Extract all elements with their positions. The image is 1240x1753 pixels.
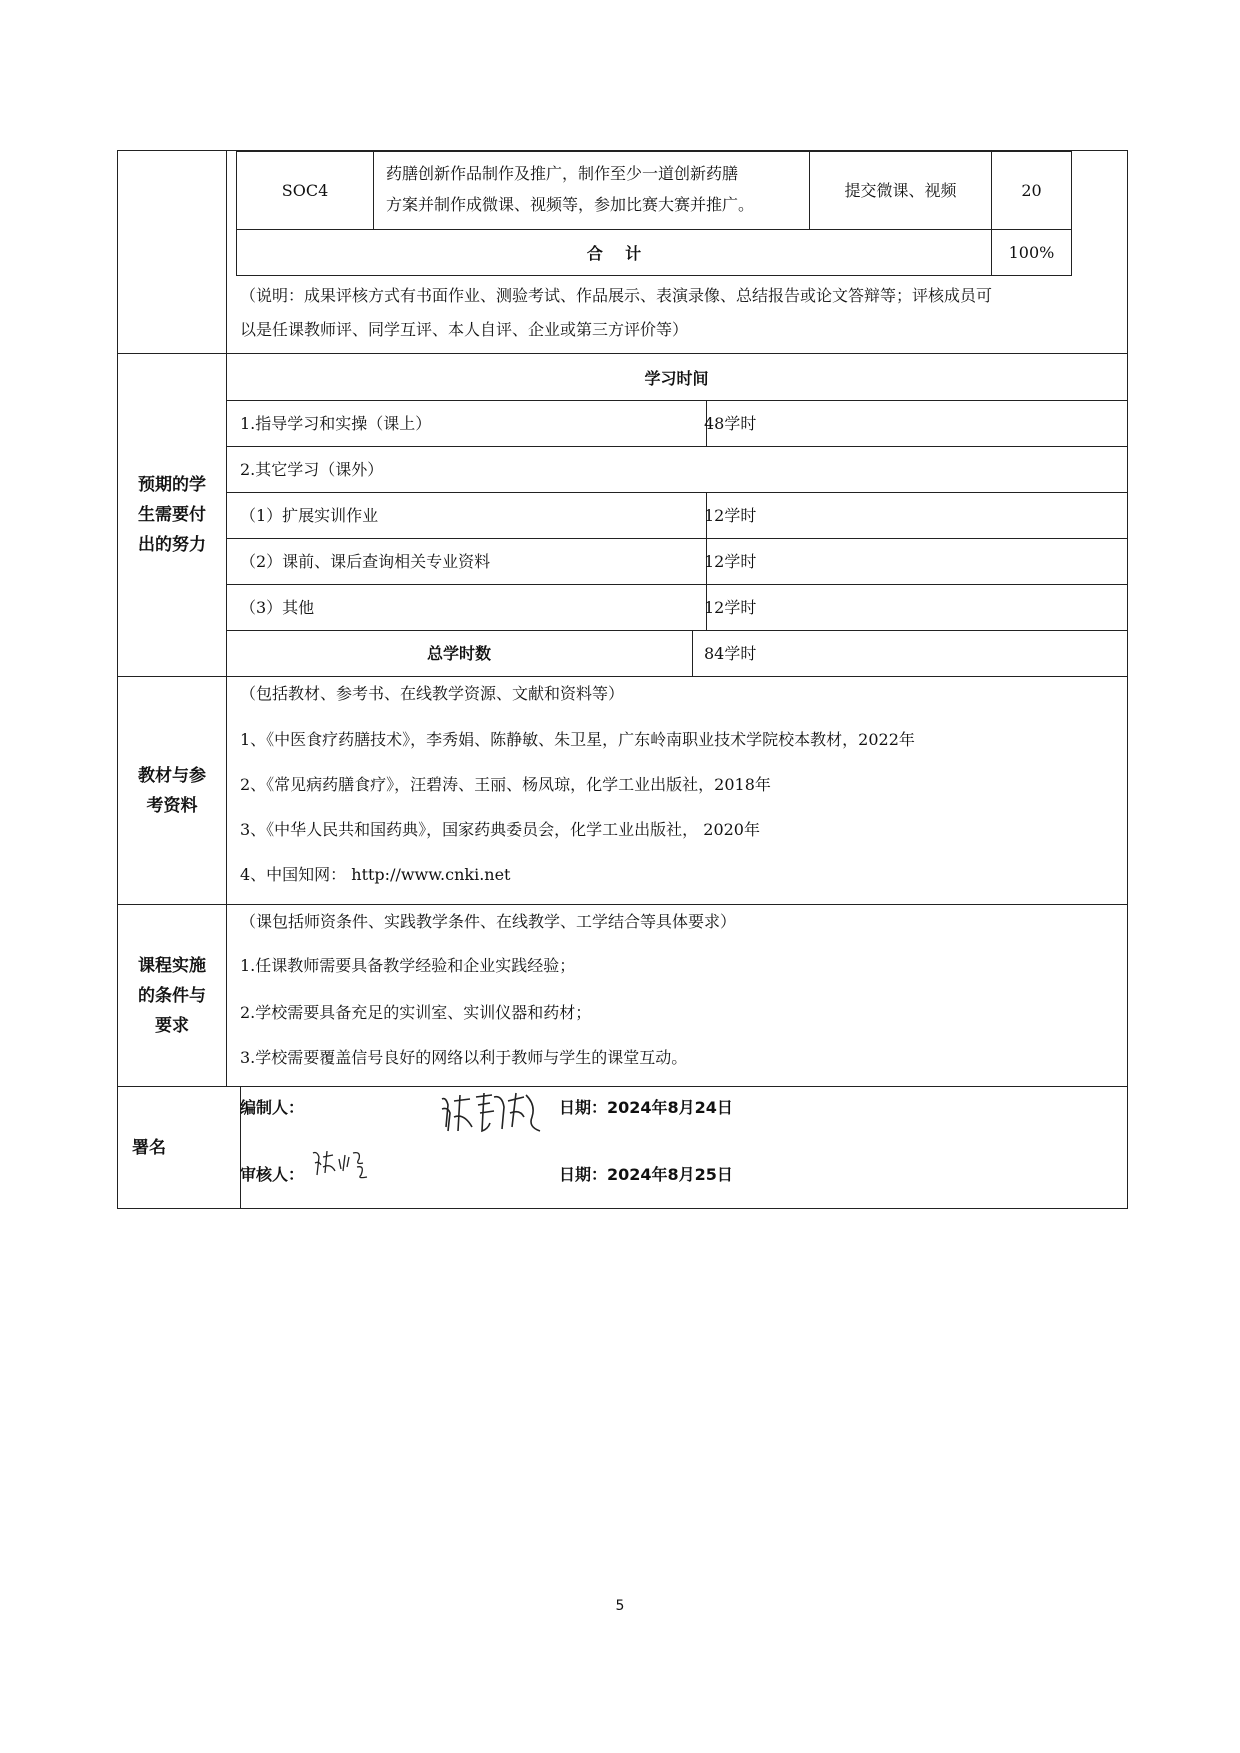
- effort-total-label: 总学时数: [226, 631, 693, 676]
- page-number: 5: [615, 1598, 625, 1614]
- effort-row-1: [226, 400, 1127, 446]
- editor-signature-image: [436, 1087, 546, 1137]
- assessment-code-cell: [236, 151, 374, 230]
- materials-row: [117, 676, 1128, 905]
- materials-item-3: 3、《中华人民共和国药典》，国家药典委员会，化学工业出版社， 2020年: [240, 820, 760, 839]
- effort-total-row: [226, 630, 1127, 676]
- materials-item-1: 1、《中医食疗药膳技术》，李秀娟、陈静敏、朱卫星，广东岭南职业技术学院校本教材，2022年: [240, 730, 915, 749]
- conditions-content-cell: [226, 905, 1127, 1086]
- assessment-note-line2: 以是任课教师评、同学互评、本人自评、企业或第三方评价等）: [240, 320, 689, 339]
- effort-item-2: 2.其它学习（课外）: [240, 459, 384, 479]
- assessment-note: [240, 279, 1119, 347]
- materials-label-line1: 教材与参: [138, 765, 206, 786]
- assessment-total-value-cell: [991, 229, 1072, 276]
- signature-content-cell: [226, 1087, 1127, 1208]
- conditions-label-line2: 的条件与: [138, 985, 206, 1006]
- signature-row: [117, 1086, 1128, 1209]
- effort-hours-4: 12学时: [704, 551, 757, 571]
- effort-header: 学习时间: [644, 368, 709, 388]
- effort-label-line3: 出的努力: [138, 535, 206, 555]
- effort-hours-3: 12学时: [704, 505, 757, 525]
- effort-row-4: [226, 538, 1127, 584]
- assessment-content-cell: [226, 151, 1127, 353]
- assessment-weight: 20: [1021, 180, 1042, 200]
- assessment-total-label-cell: [236, 229, 992, 276]
- reviewer-label: 审核人：: [240, 1165, 305, 1184]
- assessment-label-cell: [118, 151, 227, 353]
- assessment-method: 提交微课、视频: [844, 180, 957, 200]
- effort-label-cell: [118, 354, 227, 676]
- assessment-desc-line1: 药膳创新作品制作及推广，制作至少一道创新药膳: [386, 164, 739, 183]
- assessment-row: [117, 150, 1128, 354]
- effort-row-5: [226, 584, 1127, 630]
- assessment-method-cell: [809, 151, 992, 230]
- signature-label: 署名: [132, 1137, 166, 1158]
- effort-content-cell: [226, 354, 1127, 676]
- conditions-intro: （课包括师资条件、实践教学条件、在线教学、工学结合等具体要求）: [240, 912, 737, 931]
- effort-row-3: [226, 492, 1127, 538]
- editor-label: 编制人：: [240, 1098, 305, 1117]
- assessment-desc-line2: 方案并制作成微课、视频等，参加比赛大赛并推广。: [386, 195, 755, 214]
- assessment-desc-cell: [373, 151, 810, 230]
- effort-label-line2: 生需要付: [138, 505, 206, 525]
- effort-row-2: [226, 446, 1127, 492]
- assessment-total-value: 100%: [1008, 242, 1055, 262]
- effort-item-4: （2）课前、课后查询相关专业资料: [226, 539, 707, 584]
- materials-label-line2: 考资料: [146, 795, 198, 816]
- effort-header-row: [226, 354, 1127, 400]
- signature-label-cell: [118, 1087, 241, 1208]
- materials-item-4: 4、中国知网： http://www.cnki.net: [240, 865, 511, 884]
- assessment-code: SOC4: [281, 180, 329, 200]
- assessment-note-line1: （说明：成果评核方式有书面作业、测验考试、作品展示、表演录像、总结报告或论文答辩等；评核成员可: [240, 286, 993, 305]
- effort-total-hours: 84学时: [704, 643, 757, 663]
- conditions-item-1: 1.任课教师需要具备教学经验和企业实践经验；: [240, 956, 576, 975]
- effort-hours-1: 48学时: [704, 413, 757, 433]
- assessment-total-label: 合 计: [586, 244, 642, 263]
- reviewer-signature: [311, 1147, 371, 1181]
- materials-intro: （包括教材、参考书、在线教学资源、文献和资料等）: [240, 684, 625, 703]
- assessment-inner-table: [236, 151, 1072, 276]
- effort-item-3: （1）扩展实训作业: [226, 493, 707, 538]
- conditions-label-line3: 要求: [155, 1015, 189, 1036]
- editor-signature: [436, 1087, 546, 1137]
- conditions-item-3: 3.学校需要覆盖信号良好的网络以利于教师与学生的课堂互动。: [240, 1048, 688, 1067]
- effort-item-5: （3）其他: [226, 585, 707, 630]
- assessment-weight-cell: [991, 151, 1072, 230]
- reviewer-signature-image: [311, 1147, 371, 1181]
- conditions-row: [117, 904, 1128, 1087]
- conditions-label-line1: 课程实施: [138, 955, 206, 976]
- effort-hours-5: 12学时: [704, 597, 757, 617]
- effort-label-line1: 预期的学: [138, 475, 206, 495]
- conditions-label-cell: [118, 905, 227, 1086]
- reviewer-date: 日期：2024年8月25日: [559, 1165, 733, 1184]
- effort-row: [117, 353, 1128, 677]
- editor-date: 日期：2024年8月24日: [559, 1098, 733, 1117]
- effort-item-1: 1.指导学习和实操（课上）: [226, 401, 707, 446]
- conditions-item-2: 2.学校需要具备充足的实训室、实训仪器和药材；: [240, 1003, 592, 1022]
- materials-content-cell: [226, 677, 1127, 904]
- materials-item-2: 2、《常见病药膳食疗》，汪碧涛、王丽、杨凤琼，化学工业出版社，2018年: [240, 775, 771, 794]
- materials-label-cell: [118, 677, 227, 904]
